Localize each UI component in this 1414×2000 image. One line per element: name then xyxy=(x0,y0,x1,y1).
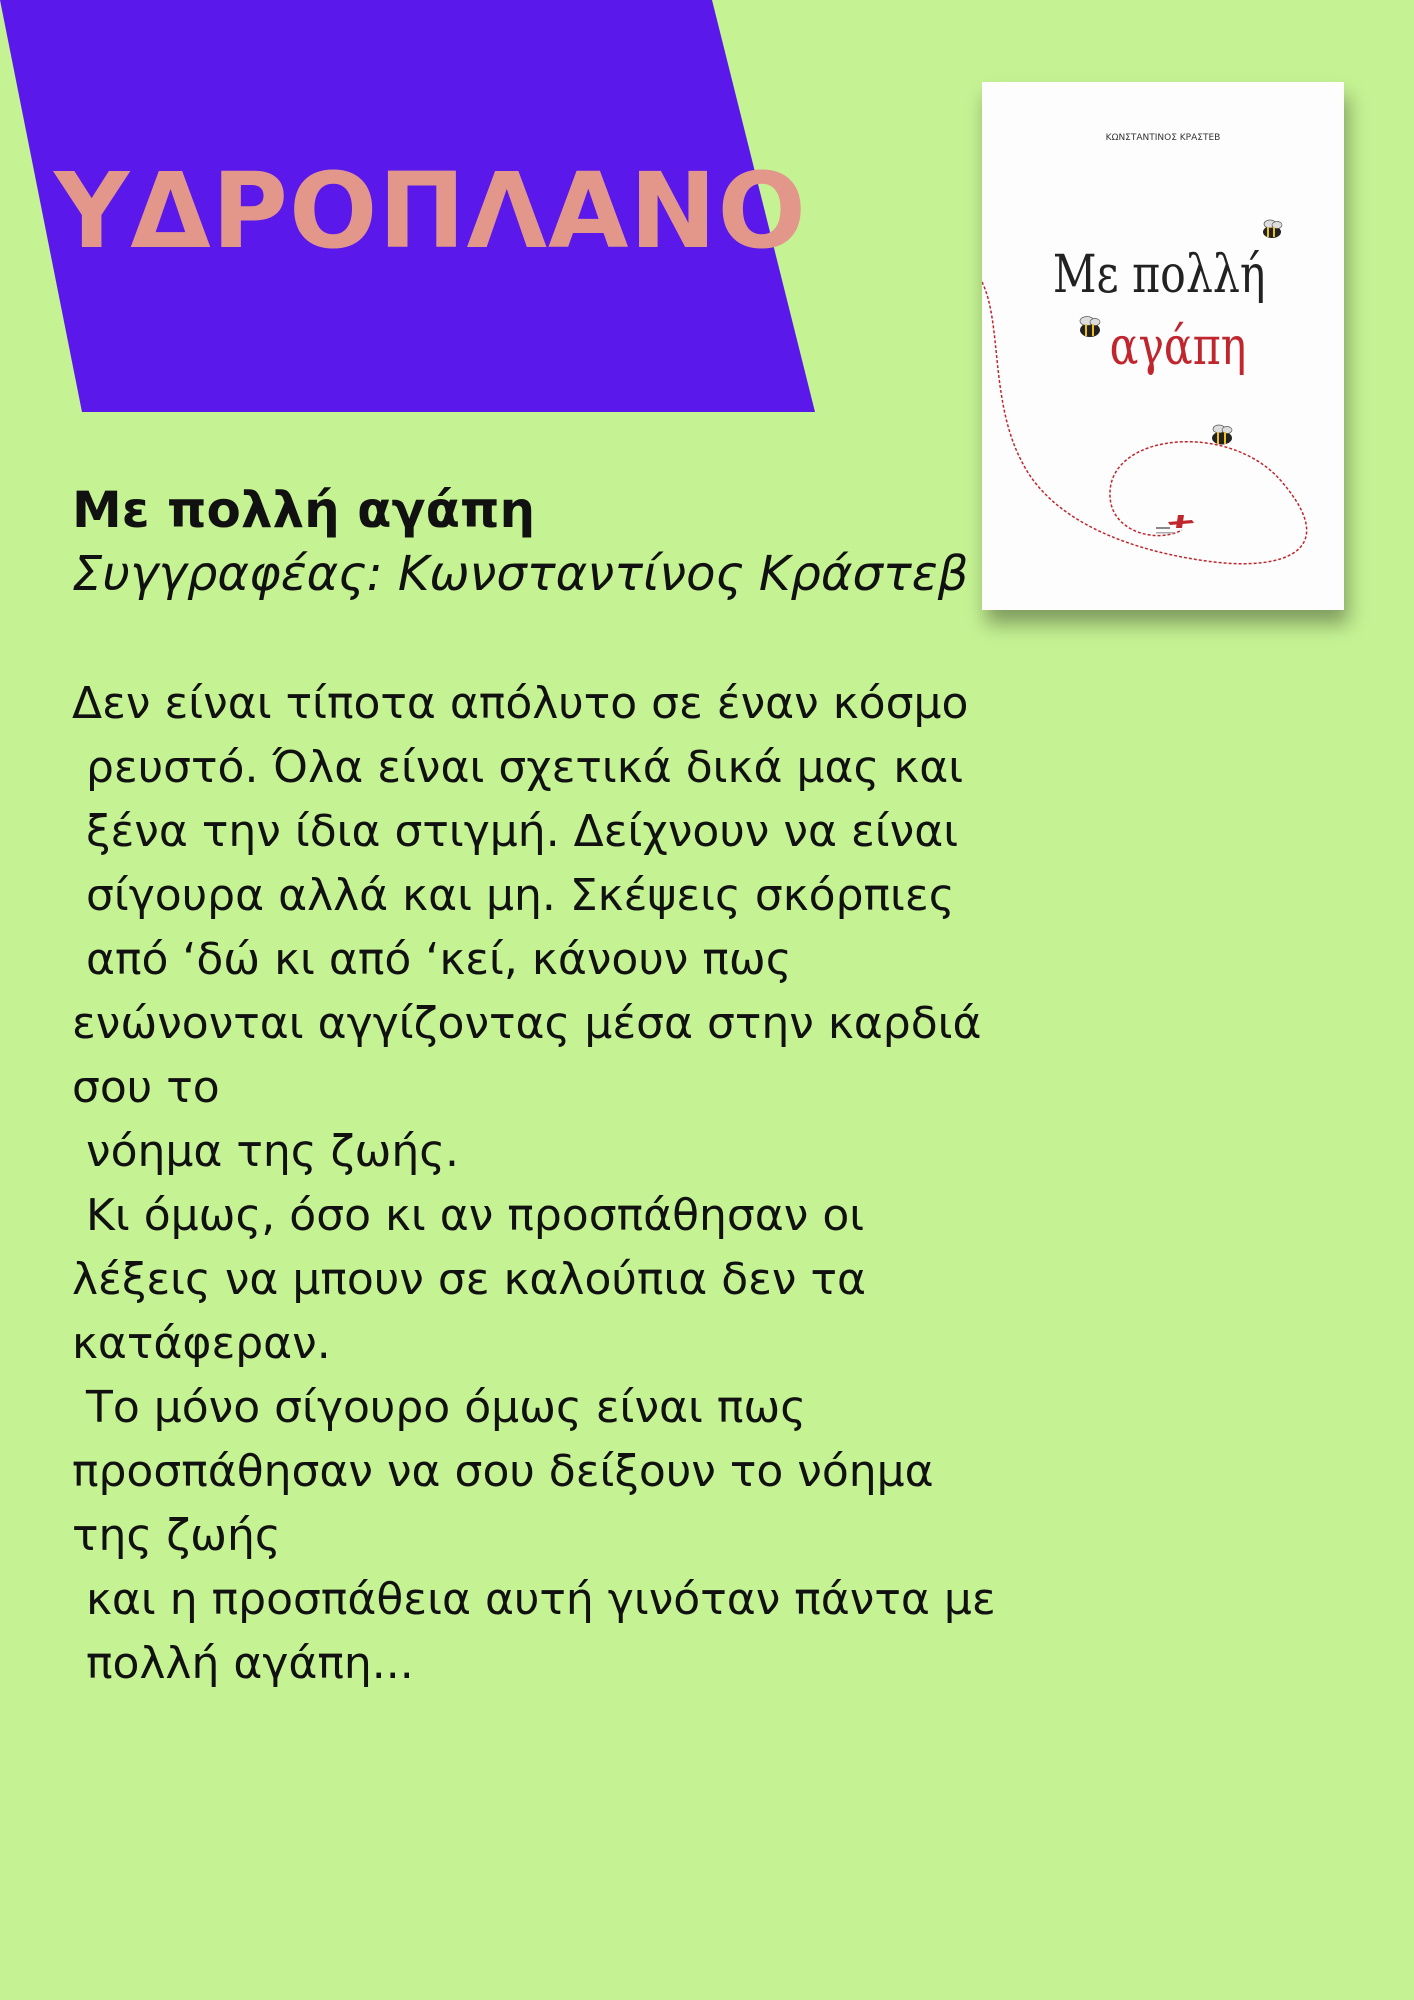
cover-title-line2: αγάπη xyxy=(1109,316,1247,378)
description-line: ξένα την ίδια στιγμή. Δείχνουν να είναι xyxy=(72,806,959,857)
description-line: σου το xyxy=(72,1062,220,1113)
bee-icon xyxy=(1212,425,1232,445)
description-line: προσπάθησαν να σου δείξουν το νόημα xyxy=(72,1446,934,1497)
cover-title-line1: Με πολλή xyxy=(1052,244,1266,306)
description-line: και η προσπάθεια αυτή γινόταν πάντα με xyxy=(72,1574,996,1625)
description-line: Δεν είναι τίποτα απόλυτο σε έναν κόσμο xyxy=(72,678,969,729)
book-title: Με πολλή αγάπη xyxy=(72,481,536,539)
book-description xyxy=(72,672,1192,1696)
description-line: από ‘δώ κι από ‘κεί, κάνουν πως xyxy=(72,934,792,985)
description-line: της ζωής xyxy=(72,1510,281,1561)
description-line: Κι όμως, όσο κι αν προσπάθησαν οι xyxy=(72,1190,865,1241)
description-line: ρευστό. Όλα είναι σχετικά δικά μας και xyxy=(72,742,964,793)
publisher-name: ΥΔΡΟΠΛΑΝΟ xyxy=(54,150,807,272)
book-author: Συγγραφέας: Κωνσταντίνος Κράστεβ xyxy=(72,546,969,602)
description-line: ενώνονται αγγίζοντας μέσα στην καρδιά xyxy=(72,998,982,1049)
description-line: Το μόνο σίγουρο όμως είναι πως xyxy=(72,1382,807,1433)
bee-icon xyxy=(1263,220,1282,238)
bee-icon xyxy=(1080,317,1100,338)
description-line: νόημα της ζωής. xyxy=(72,1126,460,1177)
cover-author: ΚΩΝΣΤΑΝΤΙΝΟΣ ΚΡΑΣΤΕΒ xyxy=(1105,133,1221,143)
book-cover xyxy=(982,82,1344,610)
description-line: λέξεις να μπουν σε καλούπια δεν τα xyxy=(72,1254,866,1305)
description-line: σίγουρα αλλά και μη. Σκέψεις σκόρπιες xyxy=(72,870,955,921)
description-line: πολλή αγάπη... xyxy=(72,1638,414,1689)
description-line: κατάφεραν. xyxy=(72,1318,331,1369)
